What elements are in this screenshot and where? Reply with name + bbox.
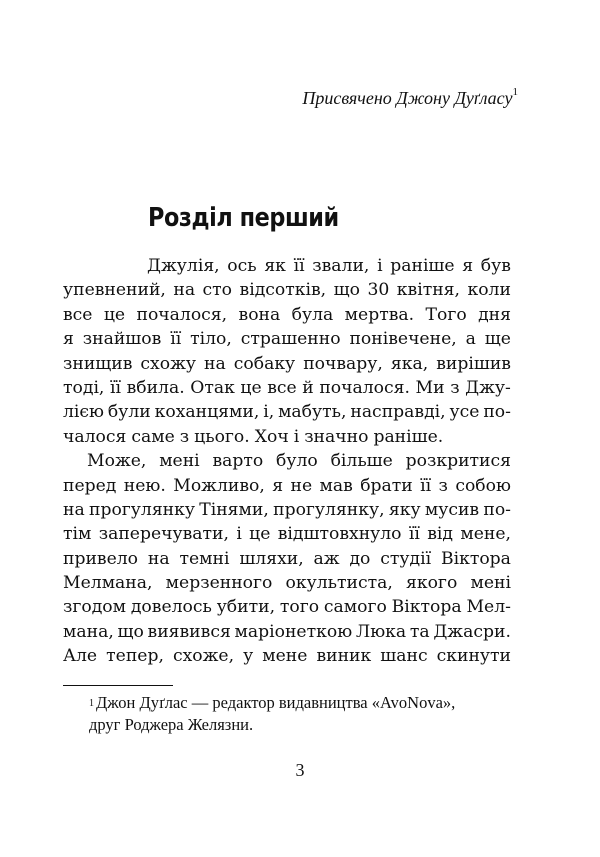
text-line: все це почалося, вона була мертва. Того дня: [63, 304, 511, 325]
text-line: мана, що виявився маріонеткою Люка та Джасри.: [63, 621, 511, 642]
footnote-text-1: Джон Дуґлас — редактор видавництва «AvoNova»,: [96, 693, 456, 712]
text-line: привело на темні шляхи, аж до студії Віктора: [63, 548, 511, 569]
footnote-divider: [63, 685, 173, 686]
text-line: перед нею. Можливо, я не мав брати її з собою: [63, 475, 511, 496]
text-line: упевнений, на сто відсотків, що 30 квітня, коли: [63, 280, 511, 301]
text-line: згодом довелось убити, того самого Віктора Мел-: [63, 597, 511, 618]
text-line: тоді, її вбила. Отак це все й почалося. Ми з Джу-: [63, 377, 511, 398]
footnote-marker: 1: [512, 86, 518, 98]
text-line: Джулія, ось як її звали, і раніше я був: [147, 256, 511, 276]
text-line: Але тепер, схоже, у мене виник шанс скинути: [63, 646, 511, 667]
text-line: лією були коханцями, і, мабуть, насправді, усе по-: [63, 402, 511, 423]
body-text: [63, 254, 511, 669]
text-line: чалося саме з цього. Хоч і значно раніше.: [63, 426, 444, 447]
text-line: на прогулянку Тінями, прогулянку, яку мусив по-: [63, 499, 511, 520]
text-line: знищив схожу на собаку почвару, яка, вирішив: [63, 353, 511, 374]
dedication: [302, 88, 518, 109]
footnote-number: 1: [89, 698, 94, 709]
footnote-line-2: друг Роджера Желязни.: [89, 715, 254, 734]
text-line: Може, мені варто було більше розкритися: [87, 451, 511, 472]
text-line: Мелмана, мерзенного окультиста, якого мені: [63, 573, 511, 594]
page-number: 3: [295, 760, 305, 780]
footnote-line-1: [63, 692, 511, 714]
dedication-text: Присвячено Джону Дуґласу: [302, 88, 513, 108]
text-line: тім заперечувати, і це відштовхнуло її від мене,: [63, 524, 511, 545]
chapter-title: Розділ перший: [148, 203, 339, 233]
footnote: [63, 692, 511, 736]
text-line: я знайшов її тіло, страшенно понівечене, а ще: [63, 329, 511, 350]
